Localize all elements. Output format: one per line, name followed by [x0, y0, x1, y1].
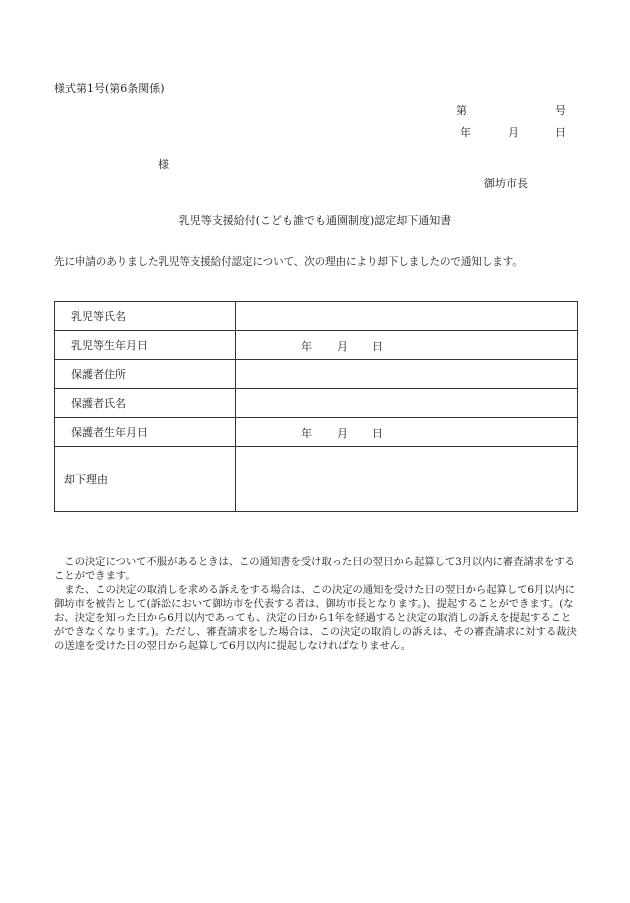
guardian-birthdate-day: 日	[372, 427, 383, 440]
rejection-reason-field[interactable]	[236, 447, 578, 512]
issue-date-year: 年	[460, 126, 471, 139]
guardian-birthdate-year: 年	[301, 427, 312, 440]
rejection-reason-label: 却下理由	[55, 447, 236, 512]
guardian-address-field[interactable]	[236, 360, 578, 389]
table-row-child-name	[55, 302, 578, 331]
table-row-guardian-birthdate	[55, 418, 578, 447]
child-birthdate-day: 日	[372, 340, 383, 353]
child-birthdate-label: 乳児等生年月日	[55, 331, 236, 360]
child-name-field[interactable]	[236, 302, 578, 331]
table-row-child-birthdate	[55, 331, 578, 360]
info-table	[54, 301, 578, 512]
document-number-suffix: 号	[555, 104, 566, 117]
guardian-birthdate-field[interactable]	[236, 418, 578, 447]
child-birthdate-field[interactable]	[236, 331, 578, 360]
child-name-label: 乳児等氏名	[55, 302, 236, 331]
child-birthdate-year: 年	[301, 340, 312, 353]
document-number	[456, 104, 566, 118]
intro-text: 先に申請のありました乳児等支援給付認定について、次の理由により却下しましたので通知します。	[54, 256, 523, 268]
issue-date-month: 月	[508, 126, 519, 139]
appeal-notice-paragraph-2: また、この決定の取消しを求める訴えをする場合は、この決定の通知を受けた日の翌日から起算して6月以内に御坊市を被告として(訴訟において御坊市を代表する者は、御坊市長となります。)、提起することができます。(なお、決定を知った日から6月以内であっても、決定の日から1年を経過すると決定の取消しの訴えを提起することができなくなります。)。ただし、審査請求をした場合は、この決定の取消しの訴えは、その審査請求に対する裁決の送達を受けた日の翌日から起算して6月以内に提起しなければなりません。	[54, 584, 577, 652]
guardian-name-field[interactable]	[236, 389, 578, 418]
issue-date-day: 日	[555, 126, 566, 139]
issuer-name: 御坊市長	[484, 177, 528, 190]
document-number-prefix: 第	[456, 104, 467, 117]
appeal-notice-paragraph-1: この決定について不服があるときは、この通知書を受け取った日の翌日から起算して3月以内に審査請求をすることができます。	[54, 556, 575, 582]
table-row-guardian-address	[55, 360, 578, 389]
guardian-birthdate-label: 保護者生年月日	[55, 418, 236, 447]
guardian-birthdate-month: 月	[337, 427, 348, 440]
child-birthdate-month: 月	[337, 340, 348, 353]
recipient-honorific: 様	[158, 158, 169, 171]
guardian-name-label: 保護者氏名	[55, 389, 236, 418]
table-row-guardian-name	[55, 389, 578, 418]
table-row-rejection-reason	[55, 447, 578, 512]
issue-date	[460, 126, 566, 140]
guardian-address-label: 保護者住所	[55, 360, 236, 389]
form-number: 様式第1号(第6条関係)	[54, 82, 165, 95]
document-title: 乳児等支援給付(こども誰でも通園制度)認定却下通知書	[178, 214, 452, 227]
appeal-notice	[54, 555, 578, 653]
